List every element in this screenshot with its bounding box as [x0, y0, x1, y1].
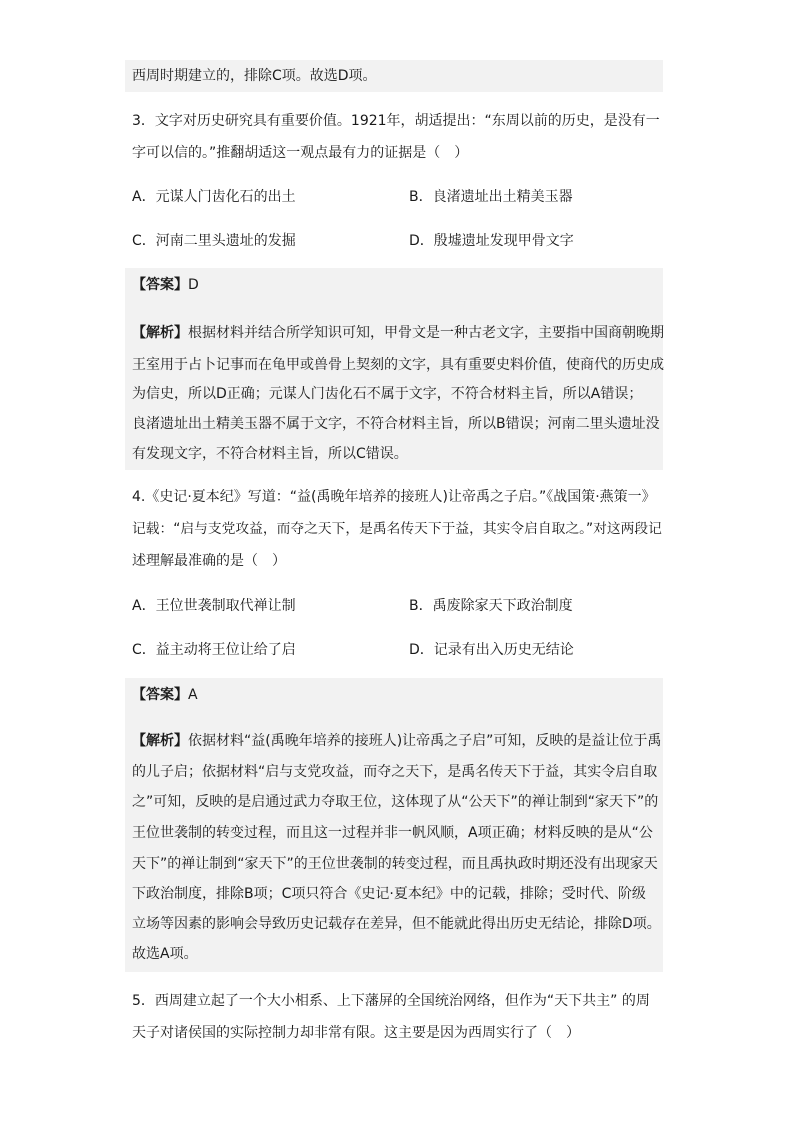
q3-analysis-text-1: 根据材料并结合所学知识可知，甲骨文是一种古老文字，主要指中国商朝晚期 [188, 325, 664, 341]
q4-stem-line-2: 记载：“启与支党攻益，而夺之天下，是禹名传天下于益，其实令启自取之。”对这两段记 [132, 521, 662, 537]
q3-analysis-line-2: 王室用于占卜记事而在龟甲或兽骨上契刻的文字，具有重要史料价值，使商代的历史成 [132, 357, 664, 373]
q3-analysis-tag: 【解析】 [132, 325, 188, 341]
q4-analysis-line-6: 下政治制度，排除B项；C项只符合《史记·夏本纪》中的记载，排除；受时代、阶级 [132, 886, 646, 902]
q4-option-d: D．记录有出入历史无结论 [409, 642, 574, 658]
q5-stem-line-2: 天子对诸侯国的实际控制力却非常有限。这主要是因为西周实行了（ ） [132, 1025, 580, 1041]
prev-analysis-tail: 西周时期建立的，排除C项。故选D项。 [132, 68, 377, 84]
q4-stem-line-3: 述理解最准确的是（ ） [132, 553, 286, 569]
q4-analysis-line-1 [132, 731, 661, 751]
q4-analysis-line-7: 立场等因素的影响会导致历史记载存在差异，但不能就此得出历史无结论，排除D项。 [132, 916, 661, 932]
q4-stem-line-1: 4.《史记·夏本纪》写道：“益(禹晚年培养的接班人)让帝禹之子启。”《战国策·燕策一》 [132, 489, 656, 505]
q4-option-b: B．禹废除家天下政治制度 [409, 598, 573, 614]
q4-analysis-line-5: 天下”的禅让制到“家天下”的王位世袭制的转变过程，而且禹执政时期还没有出现家天 [132, 856, 658, 872]
q5-stem-line-1: 5．西周建立起了一个大小相系、上下藩屏的全国统治网络，但作为“天下共主” 的周 [132, 993, 650, 1009]
q4-analysis-tag: 【解析】 [132, 733, 188, 749]
q3-answer-value: D [188, 277, 199, 293]
q3-option-b: B．良渚遗址出土精美玉器 [409, 189, 573, 205]
q3-option-c: C．河南二里头遗址的发掘 [132, 233, 296, 249]
q3-option-d: D．殷墟遗址发现甲骨文字 [409, 233, 574, 249]
q3-answer-tag: 【答案】 [132, 277, 188, 293]
q4-answer-tag: 【答案】 [132, 687, 188, 703]
q4-option-a: A．王位世袭制取代禅让制 [132, 598, 296, 614]
q4-analysis-line-4: 王位世袭制的转变过程，而且这一过程并非一帆风顺，A项正确；材料反映的是从“公 [132, 825, 653, 841]
q3-answer [132, 275, 199, 295]
q4-analysis-line-8: 故选A项。 [132, 946, 198, 962]
q3-option-a: A．元谋人门齿化石的出土 [132, 189, 296, 205]
q3-analysis-line-4: 良渚遗址出土精美玉器不属于文字，不符合材料主旨，所以B错误；河南二里头遗址没 [132, 416, 660, 432]
q4-analysis-line-3: 之”可知，反映的是启通过武力夺取王位，这体现了从“公天下”的禅让制到“家天下”的 [132, 794, 659, 810]
q3-analysis-line-5: 有发现文字，不符合材料主旨，所以C错误。 [132, 446, 408, 462]
q4-answer-value: A [188, 687, 198, 703]
q4-analysis-line-2: 的儿子启；依据材料“启与支党攻益，而夺之天下，是禹名传天下于益，其实令启自取 [132, 764, 658, 780]
q3-stem-line-1: 3．文字对历史研究具有重要价值。1921年，胡适提出：“东周以前的历史，是没有一 [132, 113, 660, 129]
q4-answer [132, 685, 198, 705]
q3-analysis-line-1 [132, 323, 664, 343]
q4-option-c: C．益主动将王位让给了启 [132, 642, 296, 658]
q3-stem-line-2: 字可以信的。”推翻胡适这一观点最有力的证据是（ ） [132, 145, 469, 161]
q3-analysis-line-3: 为信史，所以D正确；元谋人门齿化石不属于文字，不符合材料主旨，所以A错误； [132, 386, 643, 402]
q4-analysis-text-1: 依据材料“益(禹晚年培养的接班人)让帝禹之子启”可知，反映的是益让位于禹 [188, 733, 662, 749]
